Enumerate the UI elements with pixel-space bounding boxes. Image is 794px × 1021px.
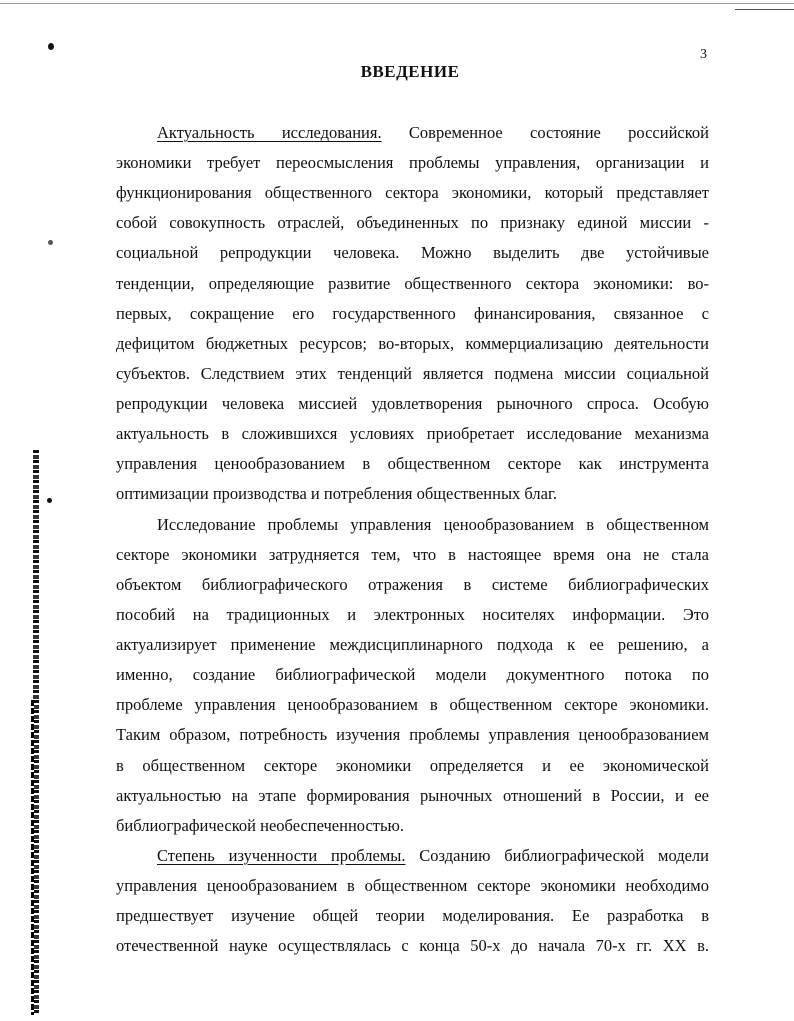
page-number: 3 (700, 47, 707, 62)
paragraph-line: первых, сокращение его государственного финансирования, связанное с (116, 304, 709, 323)
paragraph-line: актуализирует применение междисциплинарного подхода к ее решению, а (116, 635, 709, 654)
paragraph-line: тенденции, определяющие развитие общественного сектора экономики: во- (116, 274, 709, 293)
hole-punch-mark (47, 498, 52, 503)
paragraph-line: собой совокупность отраслей, объединенных по признаку единой миссии - (116, 213, 709, 232)
paragraph-line: функционирования общественного сектора экономики, который представляет (116, 183, 709, 202)
paragraph-line: Таким образом, потребность изучения проблемы управления ценообразованием (116, 725, 709, 744)
paragraph-line: субъектов. Следствием этих тенденций является подмена миссии социальной (116, 364, 709, 383)
paragraph-line: экономики требует переосмысления проблемы управления, организации и (116, 153, 709, 172)
binding-edge-artifact (31, 700, 34, 1015)
paragraph-line: репродукции человека миссией удовлетворения рыночного спроса. Особую (116, 394, 709, 413)
paragraph-line: отечественной науке осуществлялась с конца 50-х до начала 70-х гг. XX в. (116, 936, 709, 955)
paragraph-line: дефицитом бюджетных ресурсов; во-вторых, коммерциализацию деятельности (116, 334, 709, 353)
paragraph-line: пособий на традиционных и электронных носителях информации. Это (116, 605, 709, 624)
paragraph-line: социальной репродукции человека. Можно выделить две устойчивые (116, 243, 709, 262)
paragraph-line: объектом библиографического отражения в системе библиографических (116, 575, 709, 594)
hole-punch-mark (48, 43, 54, 50)
paragraph-line: предшествует изучение общей теории моделирования. Ее разработка в (116, 906, 709, 925)
section-heading: Степень изученности проблемы. (157, 846, 406, 865)
paragraph-line: актуальностью на этапе формирования рыночных отношений в России, и ее (116, 786, 709, 805)
paragraph-line: библиографической необеспеченностью. (116, 816, 404, 835)
paragraph-line: Актуальность исследования. Современное состояние российской (157, 123, 709, 142)
paragraph-line: Степень изученности проблемы. Созданию библиографической модели (157, 846, 709, 865)
section-heading: Актуальность исследования. (157, 123, 382, 142)
scan-artifact-top-line-right (735, 9, 794, 10)
paragraph-line: управления ценообразованием в общественном секторе экономики необходимо (116, 876, 709, 895)
hole-punch-mark (48, 240, 53, 245)
paragraph-line: управления ценообразованием в общественном секторе как инструмента (116, 454, 709, 473)
paragraph-line: оптимизации производства и потребления общественных благ. (116, 484, 557, 503)
paragraph-line: секторе экономики затрудняется тем, что в настоящее время она не стала (116, 545, 709, 564)
scan-artifact-top-line (0, 3, 794, 4)
paragraph-line: именно, создание библиографической модели документного потока по (116, 665, 709, 684)
paragraph-line: проблеме управления ценообразованием в общественном секторе экономики. (116, 695, 709, 714)
paragraph-line: актуальность в сложившихся условиях приобретает исследование механизма (116, 424, 709, 443)
paragraph-line: Исследование проблемы управления ценообразованием в общественном (157, 515, 709, 534)
page-title: ВВЕДЕНИЕ (360, 62, 460, 81)
paragraph-line: в общественном секторе экономики определяется и ее экономической (116, 756, 709, 775)
